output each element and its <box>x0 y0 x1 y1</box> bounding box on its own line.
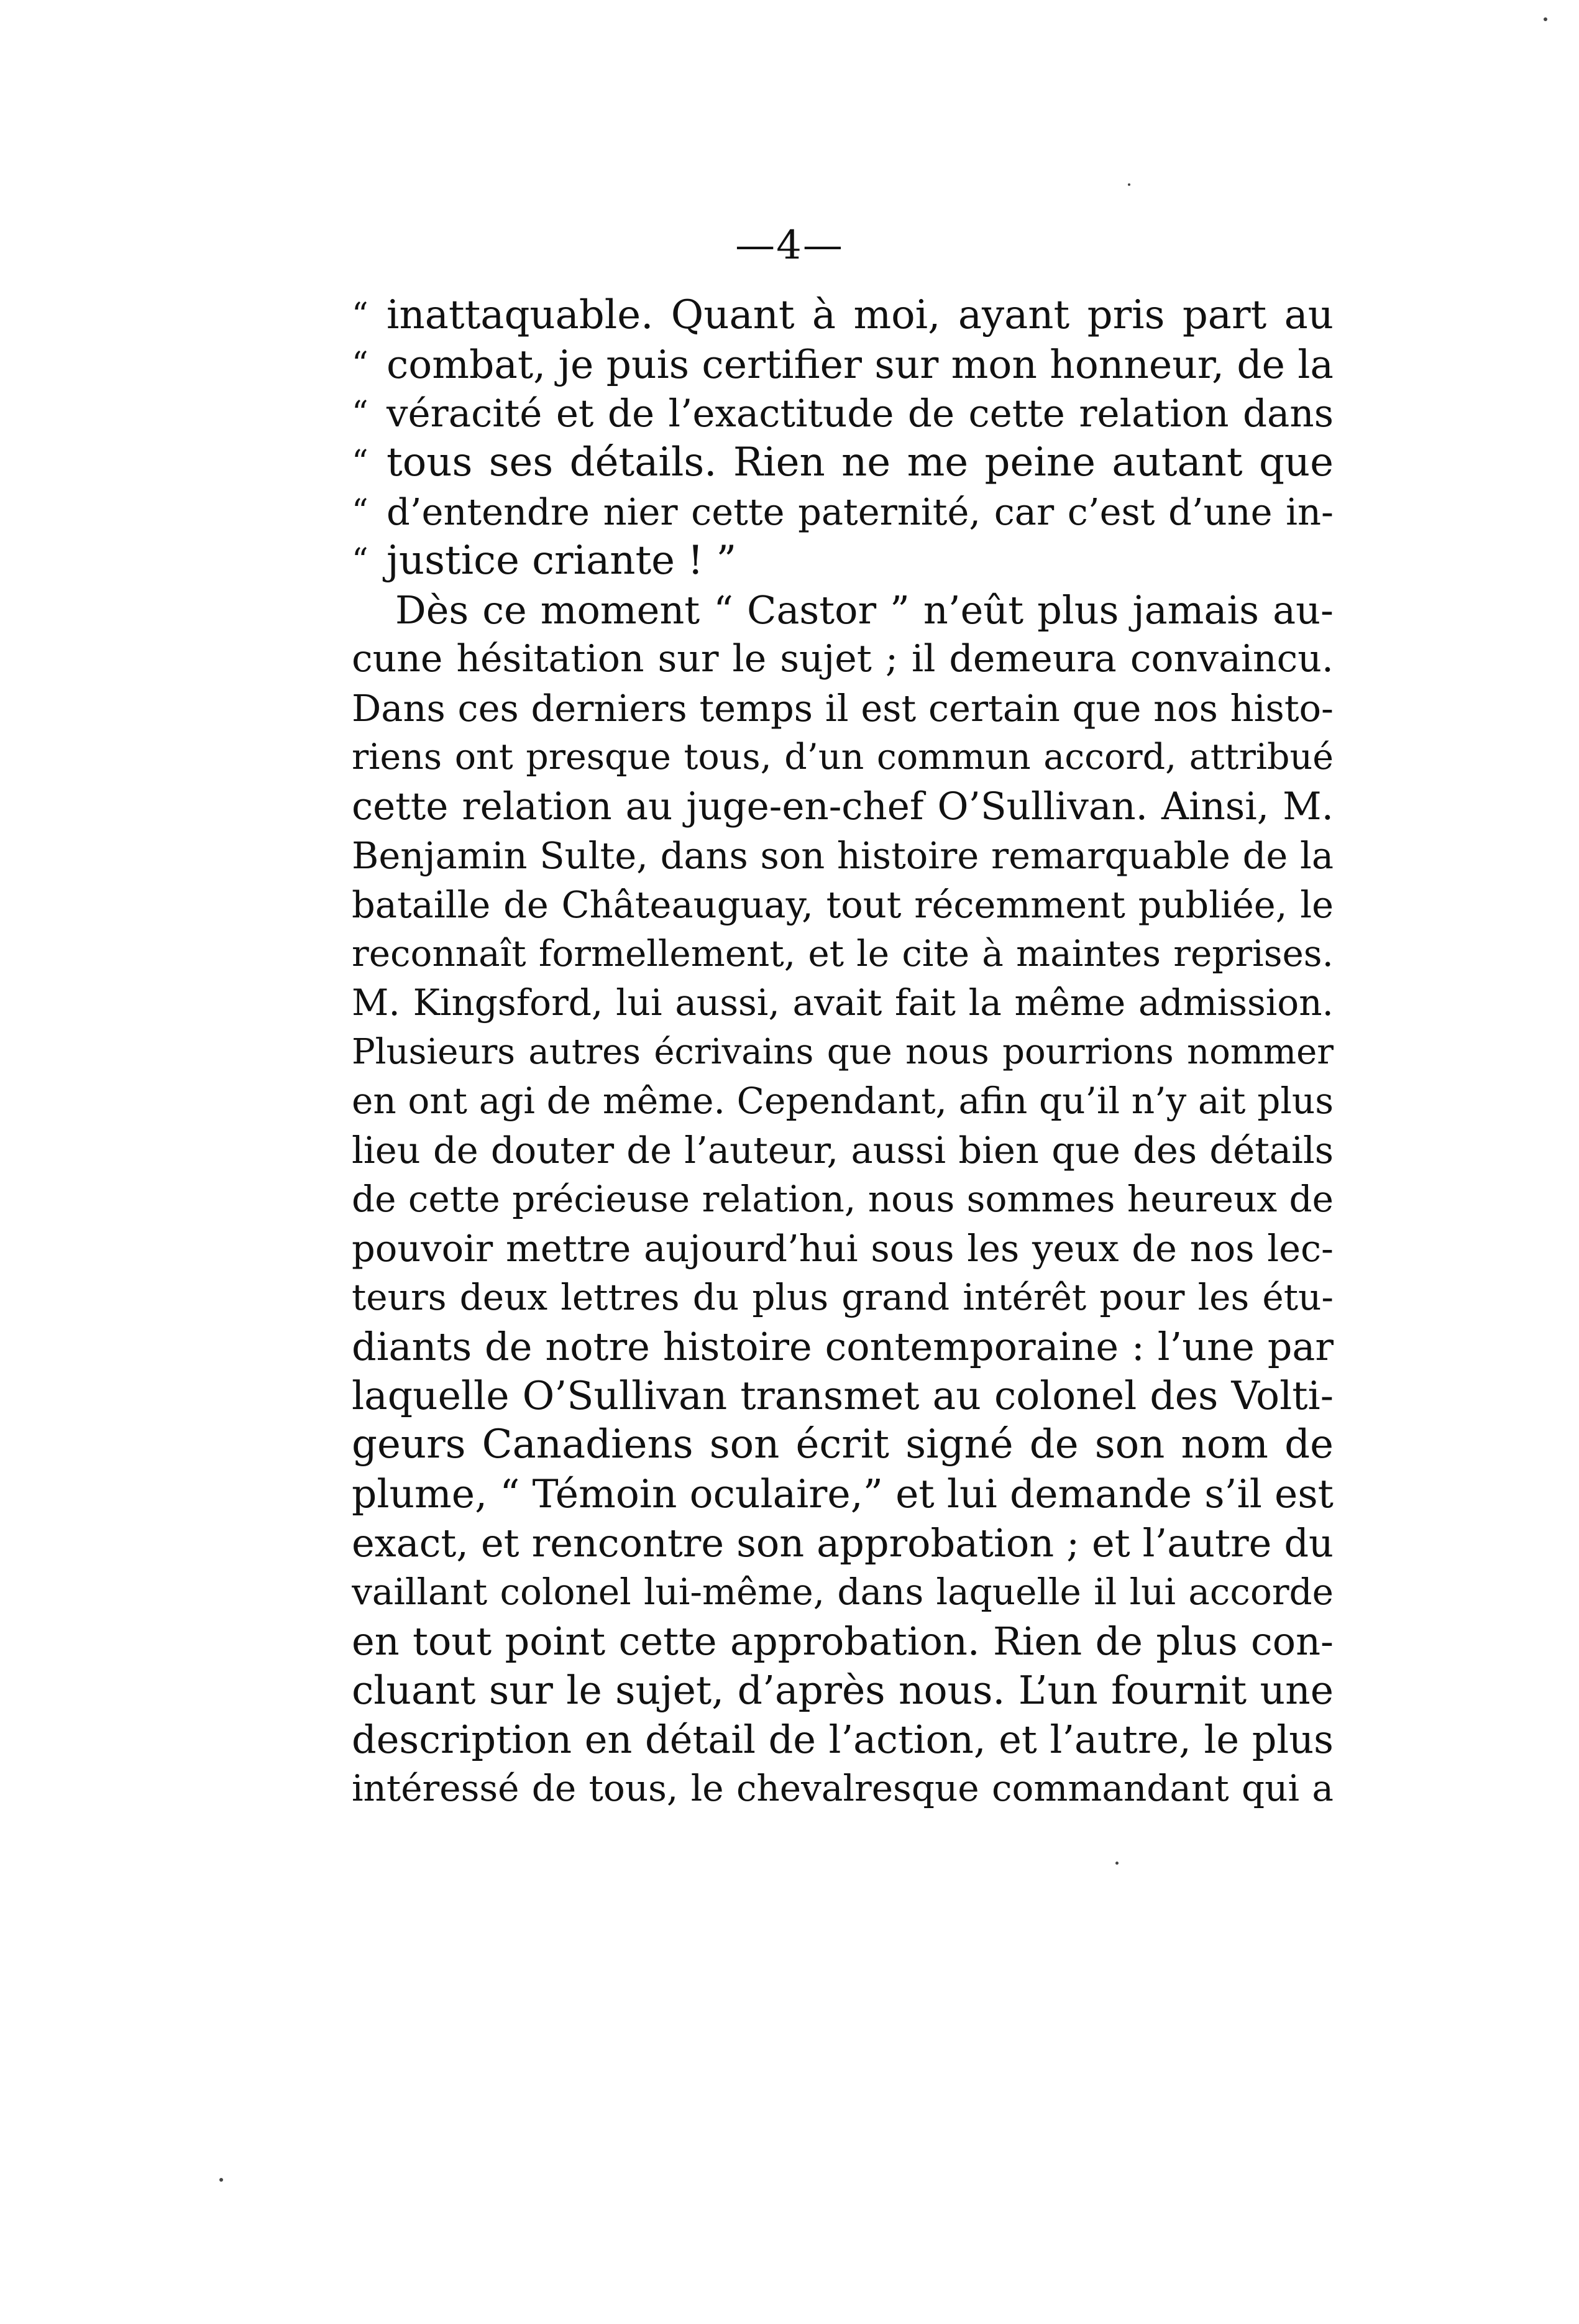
text-line <box>352 1617 1334 1666</box>
text-line <box>352 782 1334 831</box>
text-line <box>352 1469 1334 1518</box>
line-text: lieu de douter de l’auteur, aussi bien que des détails <box>352 1129 1334 1172</box>
line-text: Benjamin Sulte, dans son histoire remarquable de la <box>352 834 1334 877</box>
line-text: reconnaît formellement, et le cite à maintes reprises. <box>352 932 1334 975</box>
line-text: en tout point cette approbation. Rien de plus con- <box>352 1619 1334 1664</box>
text-line <box>352 635 1334 684</box>
quote-mark: “ <box>352 493 368 530</box>
text-line <box>352 1273 1334 1322</box>
line-text: tous ses détails. Rien ne me peine autant que <box>387 439 1334 485</box>
quote-mark: “ <box>352 444 368 481</box>
scan-speck <box>1544 17 1547 21</box>
line-text: justice criante ! ” <box>387 538 737 584</box>
line-text: riens ont presque tous, d’un commun accord, attribué <box>352 737 1334 778</box>
quote-mark: “ <box>352 346 368 383</box>
text-line <box>352 487 1334 536</box>
line-text: en ont agi de même. Cependant, afin qu’il n’y ait plus <box>352 1080 1334 1122</box>
text-line <box>352 978 1334 1027</box>
line-text: Dès ce moment “ Castor ” n’eût plus jamais au- <box>395 587 1334 633</box>
text-line <box>352 1518 1334 1568</box>
page-number: —4— <box>735 223 844 269</box>
text-line <box>352 1764 1334 1813</box>
text-line <box>352 1715 1334 1764</box>
line-text: diants de notre histoire contemporaine : l’une par <box>352 1324 1334 1369</box>
scan-speck <box>1115 1862 1119 1865</box>
line-text: geurs Canadiens son écrit signé de son nom de <box>352 1421 1334 1467</box>
line-text: de cette précieuse relation, nous sommes heureux de <box>352 1178 1334 1220</box>
line-text: plume, “ Témoin oculaire,” et lui demande s’il est <box>352 1471 1334 1517</box>
line-text: teurs deux lettres du plus grand intérêt pour les étu- <box>352 1276 1334 1318</box>
line-text: M. Kingsford, lui aussi, avait fait la même admission. <box>352 981 1334 1024</box>
text-line <box>352 831 1334 880</box>
line-text: véracité et de l’exactitude de cette relation dans <box>387 392 1334 436</box>
text-line <box>352 1027 1334 1077</box>
text-line <box>352 586 1334 635</box>
scan-speck <box>219 2178 223 2182</box>
line-text: vaillant colonel lui-même, dans laquelle il lui accorde <box>352 1571 1334 1613</box>
text-line <box>352 684 1334 733</box>
text-line <box>352 1420 1334 1469</box>
text-line <box>352 733 1334 782</box>
text-line <box>352 1224 1334 1273</box>
text-line <box>352 1175 1334 1224</box>
line-text: Dans ces derniers temps il est certain que nos histo- <box>352 687 1334 730</box>
line-text: laquelle O’Sullivan transmet au colonel des Volti- <box>352 1373 1334 1418</box>
text-line <box>352 1126 1334 1175</box>
text-line <box>352 340 1334 389</box>
text-line <box>352 880 1334 929</box>
text-line <box>352 536 1334 586</box>
scan-speck <box>1128 183 1130 186</box>
line-text: cluant sur le sujet, d’après nous. L’un fournit une <box>352 1668 1334 1713</box>
text-line <box>352 1371 1334 1420</box>
quote-mark: “ <box>352 395 368 432</box>
text-line <box>352 1568 1334 1617</box>
line-text: combat, je puis certifier sur mon honneur, de la <box>387 342 1334 387</box>
line-text: d’entendre nier cette paternité, car c’est d’une in- <box>387 490 1334 533</box>
line-text: pouvoir mettre aujourd’hui sous les yeux de nos lec- <box>352 1227 1334 1270</box>
line-text: Plusieurs autres écrivains que nous pourrions nommer <box>352 1032 1334 1072</box>
text-line <box>352 1322 1334 1371</box>
line-text: cette relation au juge-en-chef O’Sullivan. Ainsi, M. <box>352 784 1334 829</box>
quote-mark: “ <box>352 542 368 579</box>
text-line <box>352 1666 1334 1715</box>
line-text: intéressé de tous, le chevalresque commandant qui a <box>352 1767 1334 1809</box>
quote-mark: “ <box>352 296 368 334</box>
text-line <box>352 389 1334 438</box>
line-text: cune hésitation sur le sujet ; il demeura convaincu. <box>352 637 1334 681</box>
text-line <box>352 1077 1334 1126</box>
text-line <box>352 929 1334 978</box>
line-text: exact, et rencontre son approbation ; et l’autre du <box>352 1520 1334 1566</box>
line-text: bataille de Châteauguay, tout récemment publiée, le <box>352 883 1334 926</box>
body-text <box>352 291 1334 1813</box>
text-line <box>352 438 1334 487</box>
text-line <box>352 291 1334 340</box>
line-text: description en détail de l’action, et l’autre, le plus <box>352 1717 1334 1762</box>
line-text: inattaquable. Quant à moi, ayant pris part au <box>387 292 1334 338</box>
